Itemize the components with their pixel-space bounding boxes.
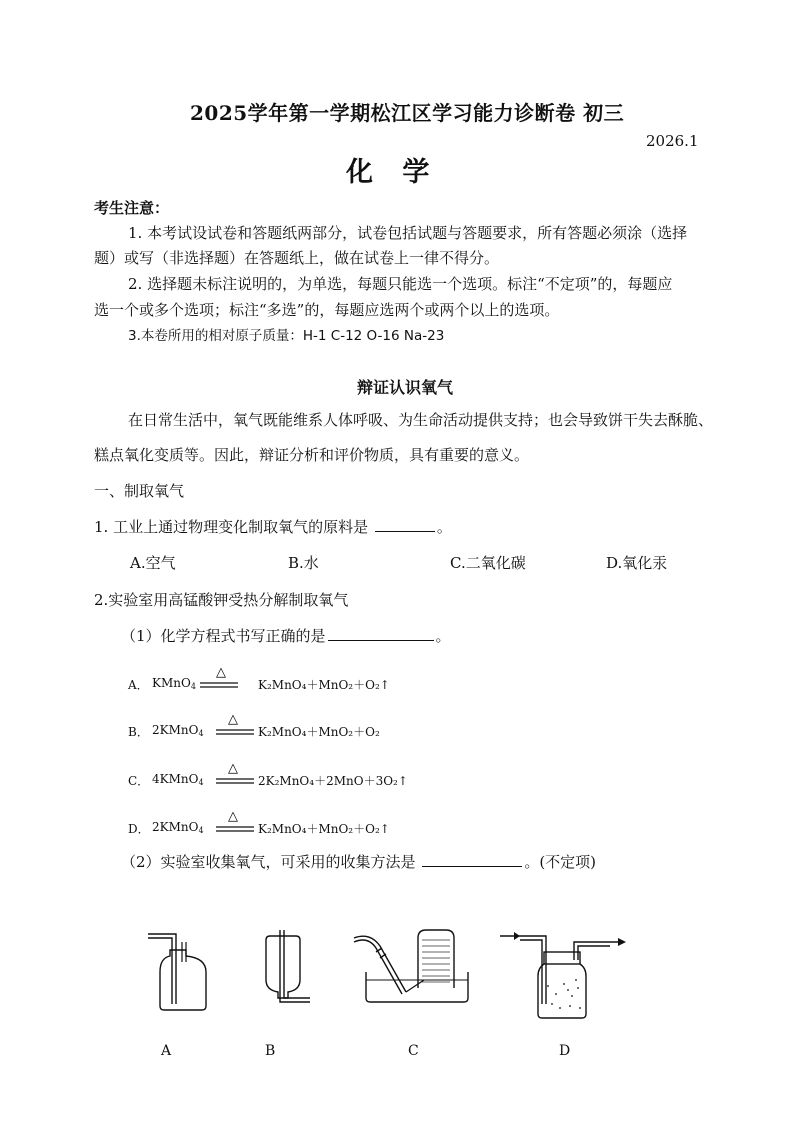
heating-condition-icon — [214, 758, 256, 792]
heating-condition-icon — [214, 806, 256, 840]
apparatus-d-gas-washing-bottle — [498, 924, 634, 1024]
equation-label: C． — [128, 774, 150, 788]
part-heading: 一、制取氧气 — [94, 482, 185, 500]
equation-products: K₂MnO₄＋MnO₂＋O₂↑ — [258, 822, 390, 836]
equation-label: A． — [128, 678, 149, 692]
apparatus-a-gas-bottle — [140, 928, 220, 1018]
apparatus-c-water-trough — [350, 926, 480, 1026]
notice-item2-line1: 2. 选择题未标注说明的，为单选，每题只能选一个选项。标注“不定项”的，每题应 — [128, 275, 673, 293]
svg-text:△: △ — [228, 712, 238, 727]
notice-item1-line2: 题）或写（非选择题）在答题纸上，做在试卷上一律不得分。 — [94, 249, 500, 267]
question-2-sub2 — [121, 852, 596, 872]
question-2-stem: 2.实验室用高锰酸钾受热分解制取氧气 — [94, 591, 349, 609]
equation-products: 2K₂MnO₄＋2MnO＋3O₂↑ — [258, 774, 408, 788]
equation-option-c — [128, 758, 508, 794]
section-intro-line2: 糕点氧化变质等。因此，辩证分析和评价物质，具有重要的意义。 — [94, 446, 530, 464]
question-2-sub2-text: （2）实验室收集氧气，可采用的收集方法是 — [121, 853, 416, 871]
equation-option-d — [128, 806, 508, 842]
equation-products: K₂MnO₄＋MnO₂＋O₂ — [258, 725, 380, 739]
equation-reactant: 4KMnO$_4$ — [152, 772, 204, 787]
gas-arrow-icon: ↑ — [379, 822, 390, 836]
apparatus-label-a: A — [161, 1043, 172, 1059]
equation-reactant: 2KMnO$_4$ — [152, 723, 204, 738]
q1-option-b: B.水 — [288, 554, 319, 572]
q1-option-d: D.氧化汞 — [606, 554, 668, 572]
gas-arrow-icon: ↑ — [379, 678, 390, 692]
question-2-sub1 — [121, 626, 451, 646]
apparatus-b-inverted-bottle — [250, 928, 320, 1018]
answer-blank[interactable] — [328, 626, 434, 641]
answer-blank[interactable] — [375, 517, 435, 532]
notice-item2-line2: 选一个或多个选项；标注“多选”的，每题应选两个或两个以上的选项。 — [94, 301, 560, 319]
equation-reactant: KMnO$_4$ — [152, 676, 196, 691]
question-1-stem — [94, 517, 452, 537]
equation-products: K₂MnO₄＋MnO₂＋O₂↑ — [258, 678, 390, 692]
section-intro-line1: 在日常生活中，氧气既能维系人体呼吸、为生命活动提供支持；也会导致饼干失去酥脆、 — [128, 411, 714, 429]
equation-reactant: 2KMnO$_4$ — [152, 820, 204, 835]
section-title: 辩证认识氧气 — [357, 378, 454, 397]
heating-condition-icon — [214, 709, 256, 743]
exam-title: 2025学年第一学期松江区学习能力诊断卷 初三 — [190, 101, 625, 125]
apparatus-label-d: D — [559, 1043, 571, 1059]
question-1-text: 1. 工业上通过物理变化制取氧气的原料是 — [94, 518, 369, 536]
svg-text:△: △ — [228, 761, 238, 776]
equation-option-a — [128, 662, 508, 698]
question-2-sub1-end: 。 — [435, 627, 451, 645]
arrow-right-icon — [514, 932, 520, 940]
heating-condition-icon — [198, 662, 240, 696]
exam-date: 2026.1 — [646, 132, 699, 150]
question-2-sub2-end: 。(不定项) — [524, 853, 597, 871]
apparatus-label-b: B — [265, 1043, 276, 1059]
svg-text:△: △ — [216, 665, 226, 680]
arrow-right-icon — [618, 938, 626, 946]
notice-item3: 3.本卷所用的相对原子质量：H-1 C-12 O-16 Na-23 — [128, 328, 445, 344]
answer-blank[interactable] — [422, 852, 522, 867]
notice-item1-line1: 1. 本考试设试卷和答题纸两部分，试卷包括试题与答题要求，所有答题必须涂（选择 — [128, 224, 688, 242]
question-1-end: 。 — [436, 518, 452, 536]
notice-heading: 考生注意： — [94, 199, 170, 217]
equation-option-b — [128, 709, 508, 745]
gas-arrow-icon: ↑ — [397, 774, 408, 788]
equation-label: D． — [128, 822, 150, 836]
question-2-sub1-text: （1）化学方程式书写正确的是 — [121, 627, 326, 645]
q1-option-c: C.二氧化碳 — [450, 554, 526, 572]
svg-text:△: △ — [228, 809, 238, 824]
equation-label: B． — [128, 725, 149, 739]
subject-title: 化 学 — [346, 157, 440, 188]
apparatus-label-c: C — [408, 1043, 419, 1059]
q1-option-a: A.空气 — [130, 554, 176, 572]
